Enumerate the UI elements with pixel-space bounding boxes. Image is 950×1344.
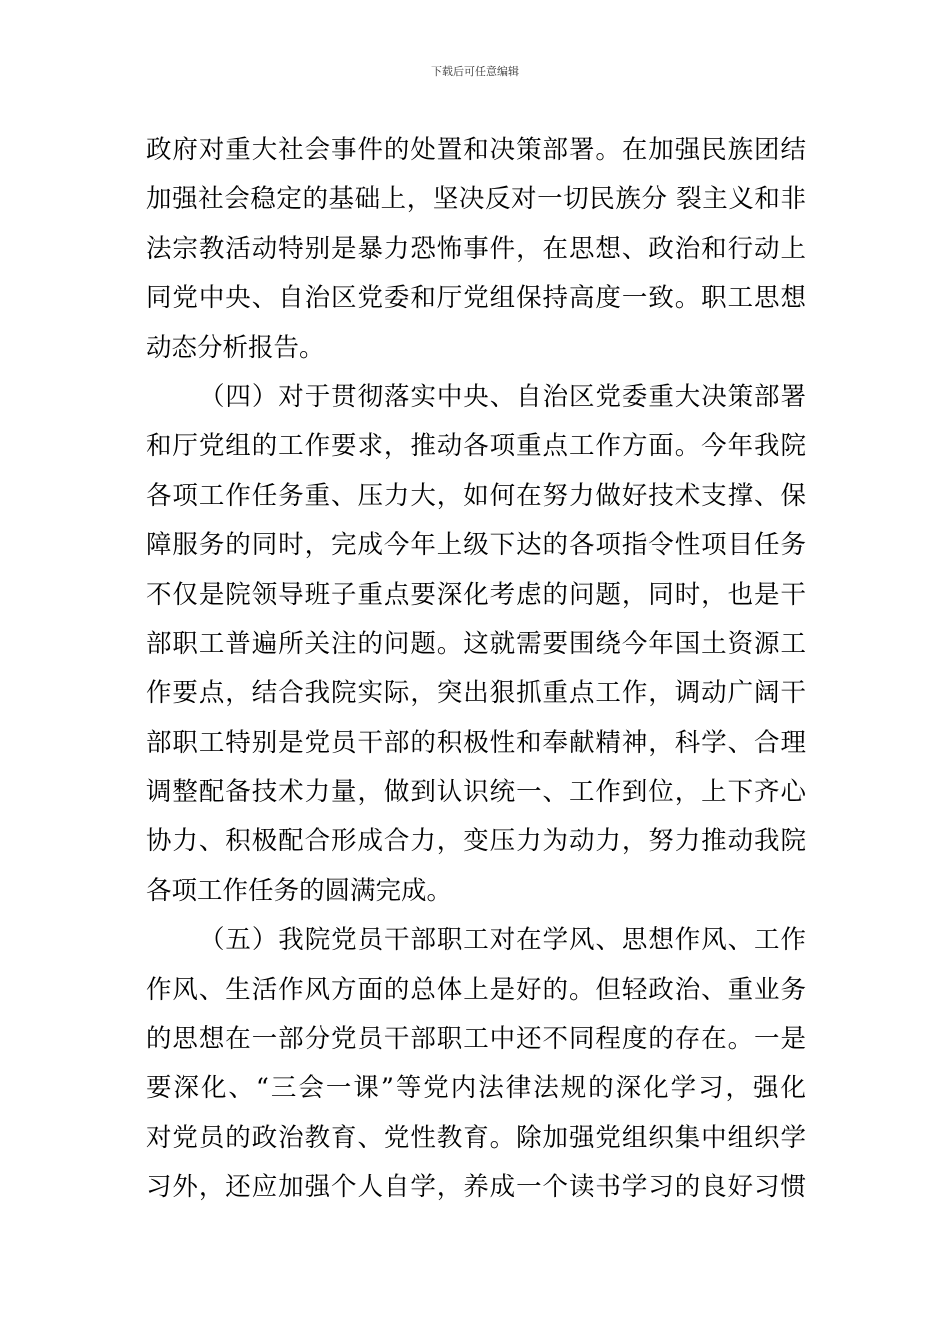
paragraph-start-line: （四）对于贯彻落实中央、自治区党委重大决策部署 <box>199 381 806 412</box>
text-line: 要深化、“三会一课”等党内法律法规的深化学习，强化 <box>146 1073 806 1104</box>
text-line: 的思想在一部分党员干部职工中还不同程度的存在。一是 <box>146 1024 806 1055</box>
text-line: 法宗教活动特别是暴力恐怖事件，在思想、政治和行动上 <box>146 233 806 264</box>
document-body <box>146 126 806 1213</box>
text-line: 部职工普遍所关注的问题。这就需要围绕今年国土资源工 <box>146 628 806 659</box>
paragraph-start-line: （五）我院党员干部职工对在学风、思想作风、工作 <box>199 925 806 956</box>
text-line: 部职工特别是党员干部的积极性和奉献精神，科学、合理 <box>146 727 806 758</box>
text-line: 加强社会稳定的基础上，坚决反对一切民族分 裂主义和非 <box>146 184 806 215</box>
text-line: 协力、积极配合形成合力，变压力为动力，努力推动我院 <box>146 826 806 857</box>
text-line: 障服务的同时，完成今年上级下达的各项指令性项目任务 <box>146 530 806 561</box>
text-line: 同党中央、自治区党委和厅党组保持高度一致。职工思想 <box>146 283 806 314</box>
text-line: 作风、生活作风方面的总体上是好的。但轻政治、重业务 <box>146 974 806 1005</box>
text-line: 作要点，结合我院实际，突出狠抓重点工作，调动广阔干 <box>146 678 806 709</box>
text-line: 习外，还应加强个人自学，养成一个读书学习的良好习惯 <box>146 1172 806 1203</box>
text-line: 各项工作任务重、压力大，如何在努力做好技术支撑、保 <box>146 480 806 511</box>
text-line: 对党员的政治教育、党性教育。除加强党组织集中组织学 <box>146 1122 806 1153</box>
text-line: 和厅党组的工作要求，推动各项重点工作方面。今年我院 <box>146 431 806 462</box>
text-line: 政府对重大社会事件的处置和决策部署。在加强民族团结 <box>146 135 806 165</box>
text-line: 各项工作任务的圆满完成。 <box>146 875 453 906</box>
text-line: 动态分析报告。 <box>146 332 325 363</box>
text-line: 不仅是院领导班子重点要深化考虑的问题，同时，也是干 <box>146 579 806 610</box>
page-header: 下载后可任意编辑 <box>431 65 519 78</box>
text-line: 调整配备技术力量，做到认识统一、工作到位，上下齐心 <box>146 777 806 808</box>
